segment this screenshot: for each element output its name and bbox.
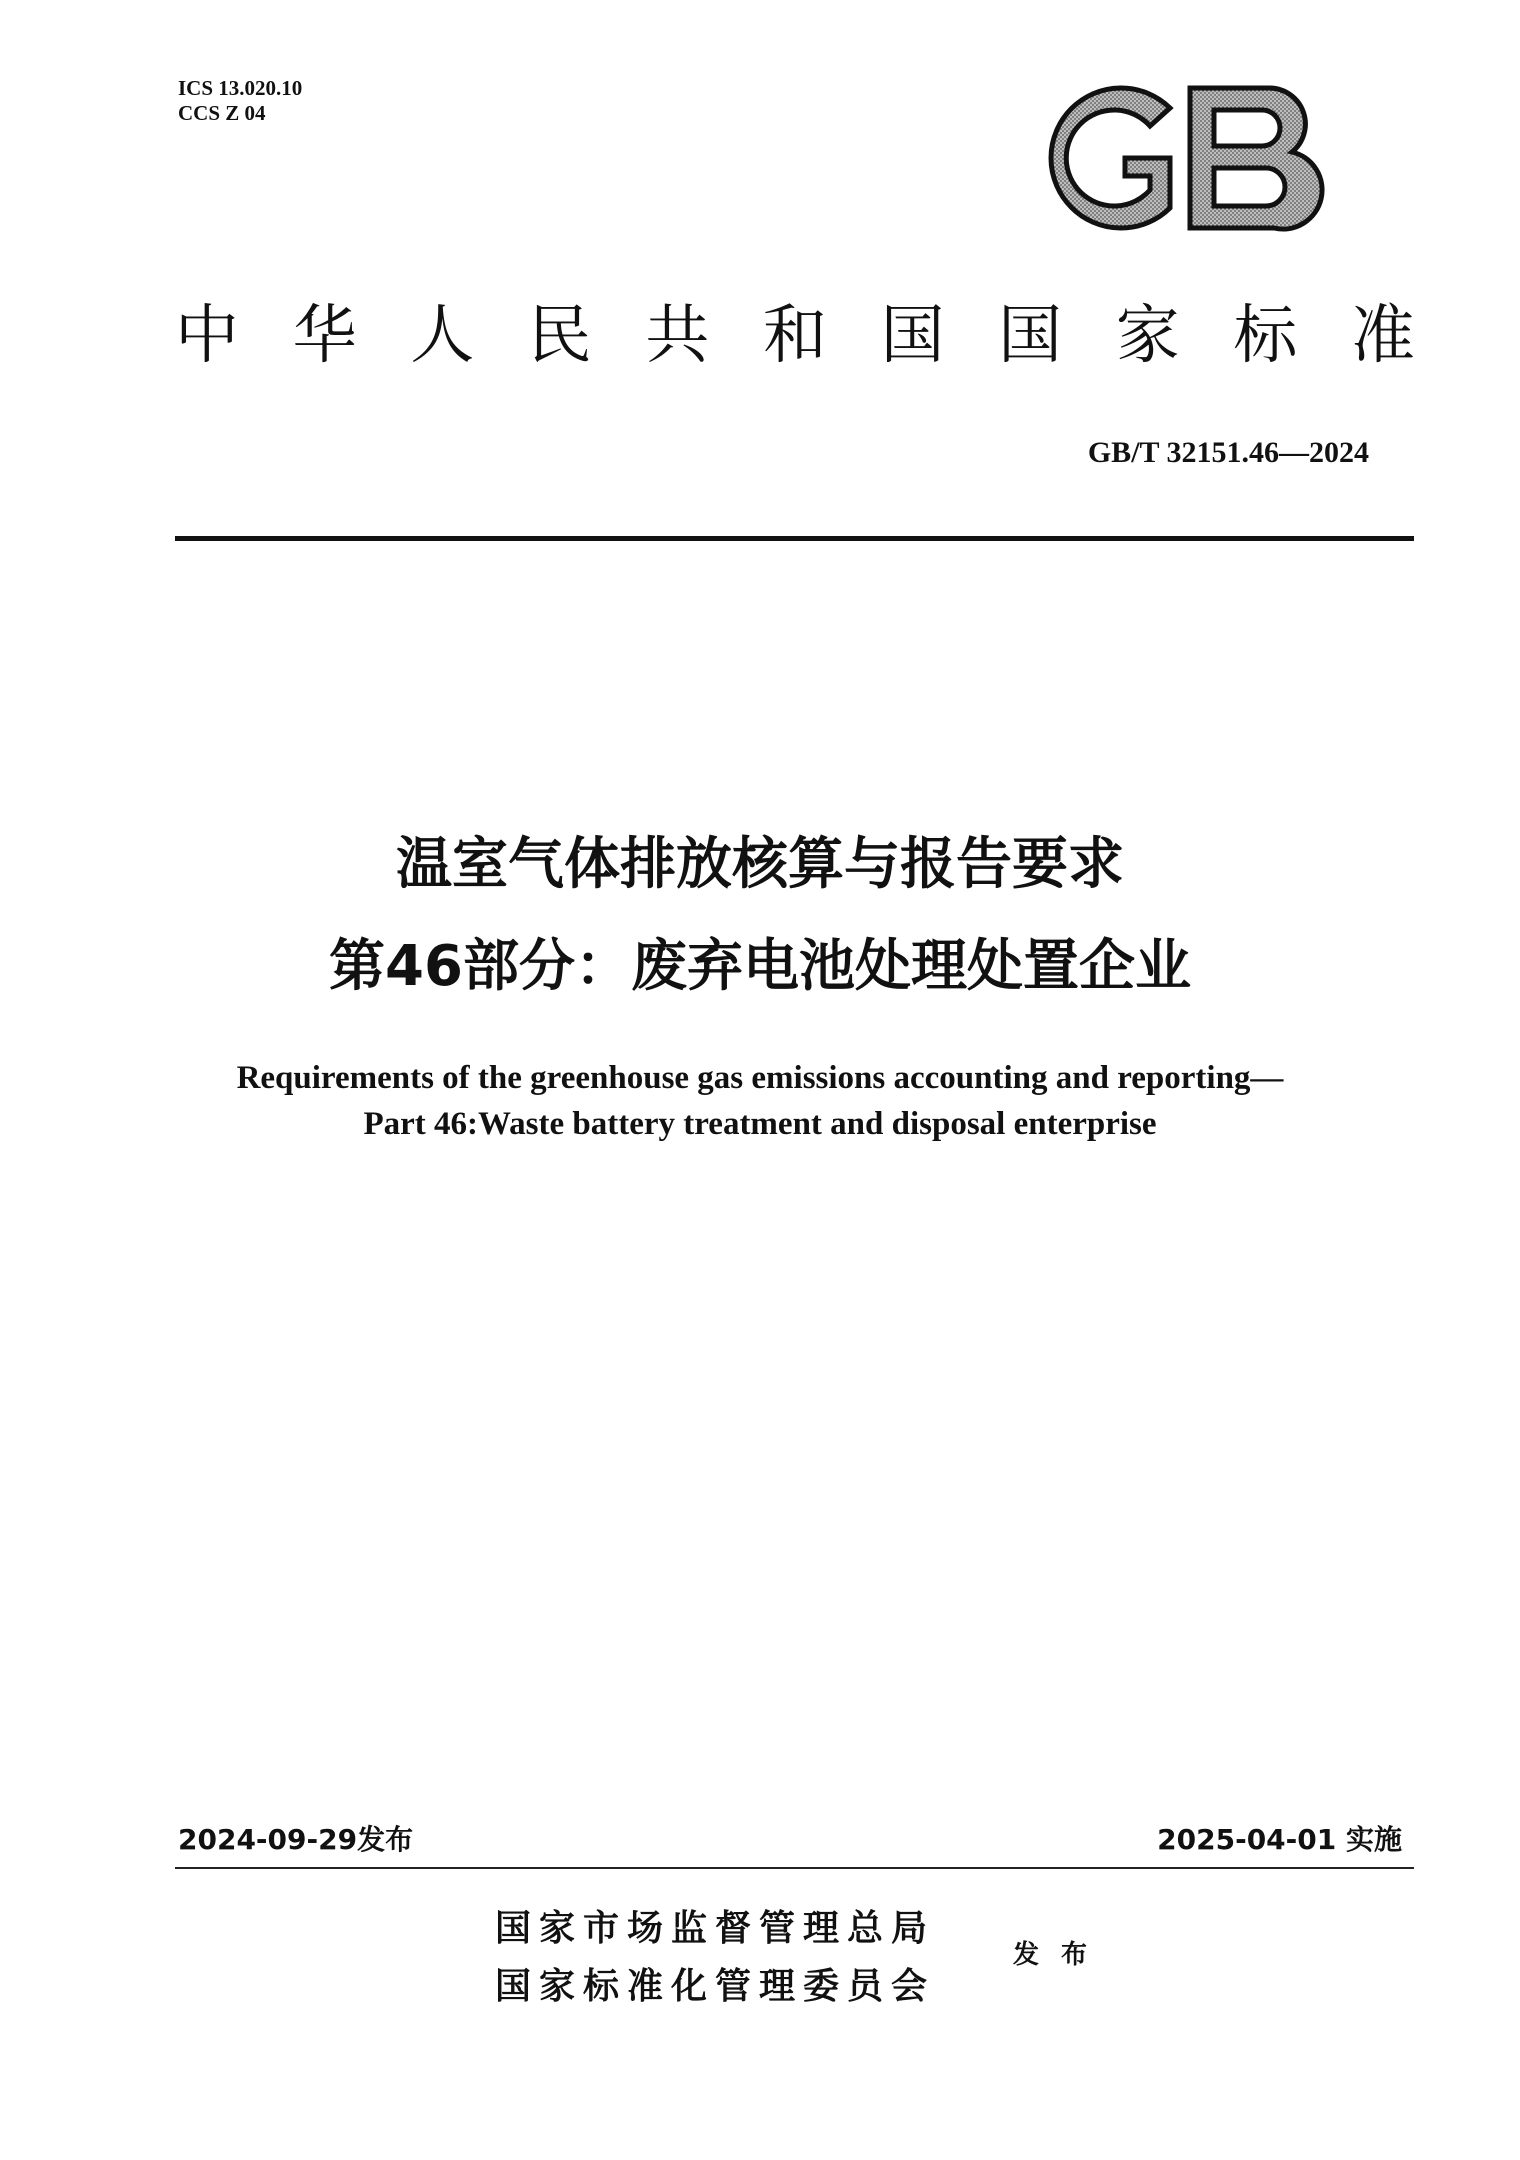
ccs-code: CCS Z 04 xyxy=(178,101,266,125)
classification-codes xyxy=(178,76,302,126)
national-title-char: 国 xyxy=(998,299,1063,373)
english-title-line2: Part 46:Waste battery treatment and disposal enterprise xyxy=(363,1106,1157,1142)
authority-sac: 国家标准化管理委员会 xyxy=(495,1966,936,2007)
national-title-char: 人 xyxy=(410,299,475,373)
top-divider xyxy=(175,536,1414,541)
national-title-char: 准 xyxy=(1350,299,1415,373)
national-title-char: 中 xyxy=(175,299,239,373)
authority-samr: 国家市场监督管理总局 xyxy=(495,1908,936,1949)
national-title-char: 共 xyxy=(645,299,710,373)
national-title-char: 标 xyxy=(1233,299,1298,373)
implementation-date: 2025-04-01 实施 xyxy=(1157,1823,1402,1856)
publish-label: 发布 xyxy=(1013,1940,1110,1970)
national-title-char: 和 xyxy=(762,299,827,373)
chinese-title-line2: 第46部分：废弃电池处理处置企业 xyxy=(329,934,1191,999)
national-title-char: 民 xyxy=(527,299,592,373)
gb-logo xyxy=(1030,78,1330,238)
english-title-line1: Requirements of the greenhouse gas emissions accounting and reporting— xyxy=(236,1060,1284,1096)
issue-date: 2024-09-29发布 xyxy=(178,1823,414,1856)
national-title-char: 家 xyxy=(1115,299,1180,373)
standard-number: GB/T 32151.46—2024 xyxy=(1087,436,1369,469)
bottom-divider xyxy=(175,1867,1414,1869)
chinese-title-line1: 温室气体排放核算与报告要求 xyxy=(396,832,1124,897)
national-title-char: 华 xyxy=(292,299,357,373)
ics-code: ICS 13.020.10 xyxy=(178,76,303,100)
national-standard-title xyxy=(175,296,1415,376)
national-title-char: 国 xyxy=(880,299,945,373)
